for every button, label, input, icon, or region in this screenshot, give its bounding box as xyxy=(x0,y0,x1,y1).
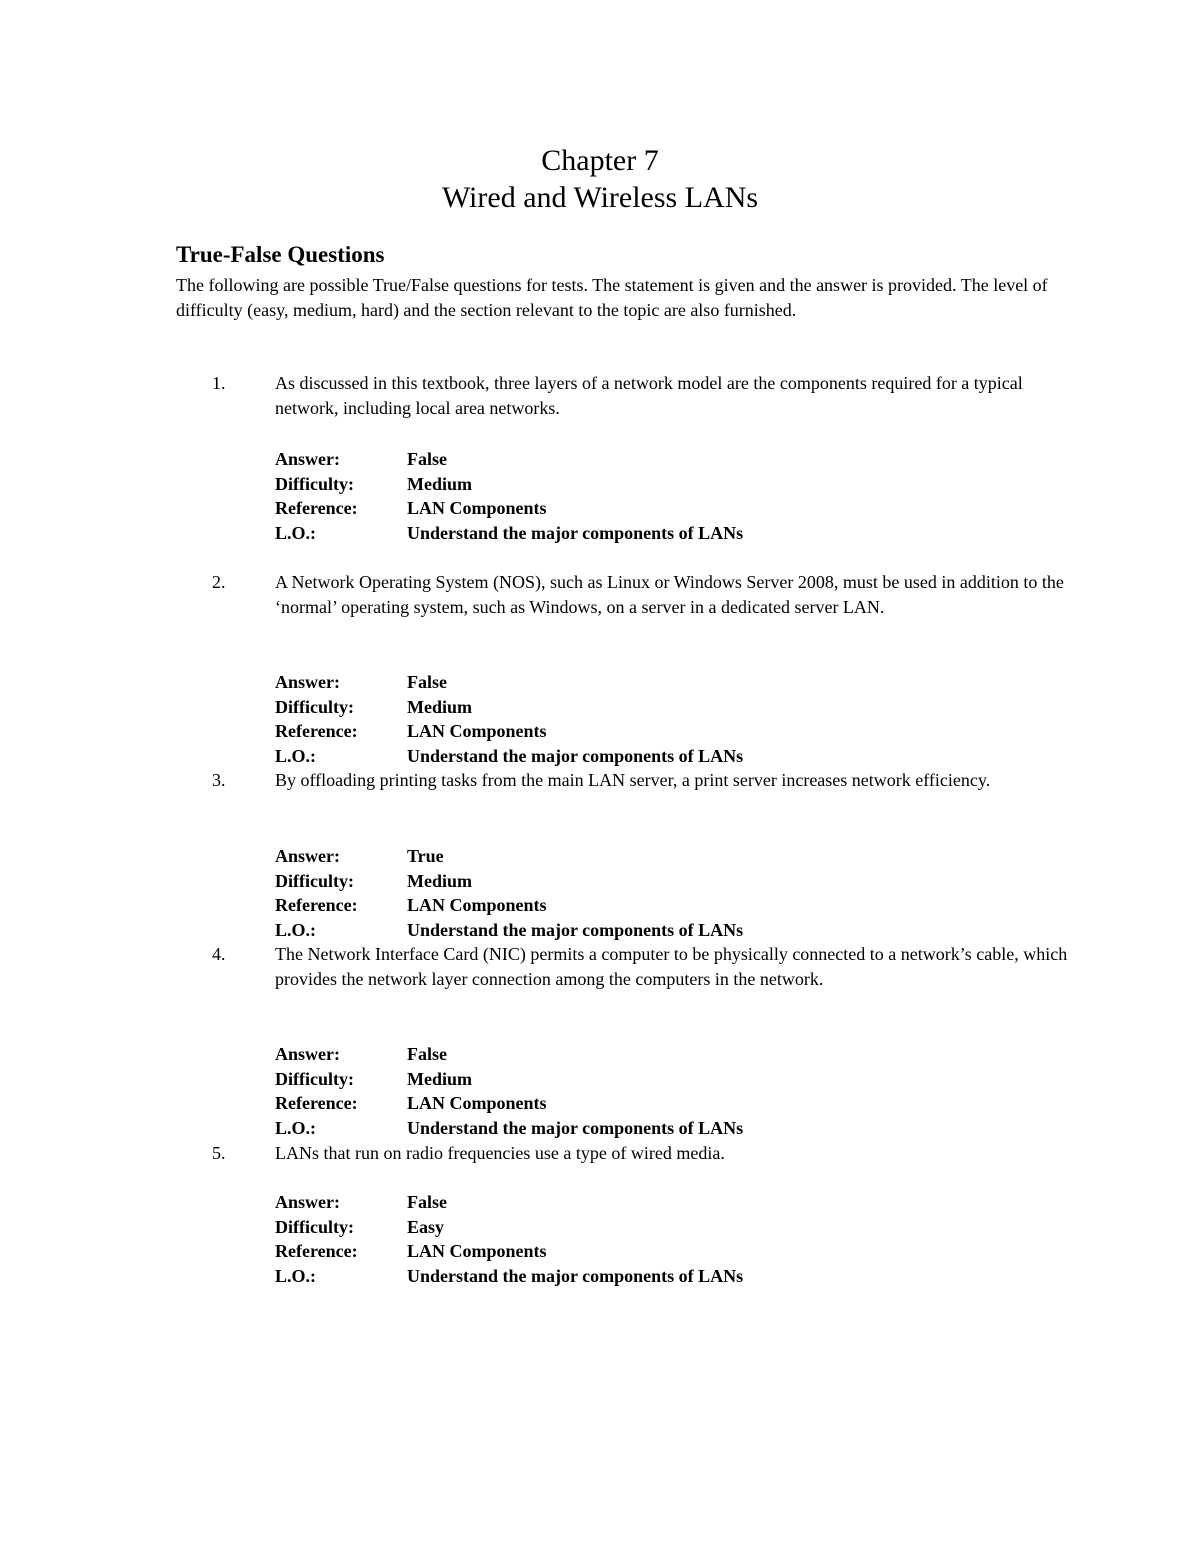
section-intro: The following are possible True/False questions for tests. The statement is given and the answer is provided. The level of difficulty (easy, medium, hard) and the section relevant to the topic are also furnished. xyxy=(176,275,1048,320)
answer-value: True xyxy=(407,846,444,866)
answer-label: Answer: xyxy=(275,449,340,469)
reference-label: Reference: xyxy=(275,721,358,742)
difficulty-label: Difficulty: xyxy=(275,1068,354,1089)
question-number: 5. xyxy=(212,1143,226,1163)
reference-label: Reference: xyxy=(275,1093,358,1114)
answer-value: False xyxy=(407,672,447,692)
question-2-meta xyxy=(275,670,975,768)
question-number: 4. xyxy=(212,944,226,964)
question-text: LANs that run on radio frequencies use a type of wired media. xyxy=(275,1143,725,1163)
answer-label: Answer: xyxy=(275,1044,340,1064)
lo-value: Understand the major components of LANs xyxy=(407,919,744,940)
answer-value: False xyxy=(407,1192,447,1212)
lo-value: Understand the major components of LANs xyxy=(407,745,744,766)
difficulty-label: Difficulty: xyxy=(275,1216,354,1237)
question-text: By offloading printing tasks from the main LAN server, a print server increases network efficiency. xyxy=(275,770,991,790)
lo-label: L.O.: xyxy=(275,522,317,543)
lo-value: Understand the major components of LANs xyxy=(407,1117,744,1138)
difficulty-value: Medium xyxy=(407,696,472,717)
reference-value: LAN Components xyxy=(407,895,547,916)
reference-value: LAN Components xyxy=(407,1093,547,1114)
answer-value: False xyxy=(407,1044,447,1064)
section-heading: True-False Questions xyxy=(176,242,385,267)
answer-value: False xyxy=(407,449,447,469)
answer-label: Answer: xyxy=(275,672,340,692)
question-text: A Network Operating System (NOS), such as Linux or Windows Server 2008, must be used in addition to the ‘normal’ operating system, such as Windows, on a server in a dedicated server LAN. xyxy=(275,572,1064,617)
question-text: The Network Interface Card (NIC) permits a computer to be physically connected to a network’s cable, which provides the network layer connection among the computers in the network. xyxy=(275,944,1068,989)
lo-label: L.O.: xyxy=(275,745,317,766)
difficulty-value: Medium xyxy=(407,870,472,891)
reference-value: LAN Components xyxy=(407,721,547,742)
difficulty-value: Medium xyxy=(407,1068,472,1089)
reference-value: LAN Components xyxy=(407,498,547,519)
question-text: As discussed in this textbook, three layers of a network model are the components required for a typical network, including local area networks. xyxy=(275,373,1023,418)
chapter-title xyxy=(0,142,1200,216)
question-4-meta xyxy=(275,1042,975,1140)
question-number: 2. xyxy=(212,572,226,592)
chapter-number: Chapter 7 xyxy=(541,144,659,177)
question-number: 1. xyxy=(212,373,226,393)
difficulty-value: Easy xyxy=(407,1216,445,1237)
lo-label: L.O.: xyxy=(275,919,317,940)
reference-label: Reference: xyxy=(275,498,358,519)
lo-label: L.O.: xyxy=(275,1117,317,1138)
difficulty-label: Difficulty: xyxy=(275,870,354,891)
question-3-meta xyxy=(275,844,975,942)
lo-value: Understand the major components of LANs xyxy=(407,1265,744,1286)
difficulty-label: Difficulty: xyxy=(275,696,354,717)
question-number: 3. xyxy=(212,770,226,790)
answer-label: Answer: xyxy=(275,846,340,866)
question-1-meta xyxy=(275,447,975,545)
lo-label: L.O.: xyxy=(275,1265,317,1286)
difficulty-value: Medium xyxy=(407,473,472,494)
difficulty-label: Difficulty: xyxy=(275,473,354,494)
reference-label: Reference: xyxy=(275,1241,358,1262)
lo-value: Understand the major components of LANs xyxy=(407,522,744,543)
chapter-name: Wired and Wireless LANs xyxy=(441,181,759,214)
question-5-meta xyxy=(275,1190,975,1288)
reference-label: Reference: xyxy=(275,895,358,916)
answer-label: Answer: xyxy=(275,1192,340,1212)
reference-value: LAN Components xyxy=(407,1241,547,1262)
